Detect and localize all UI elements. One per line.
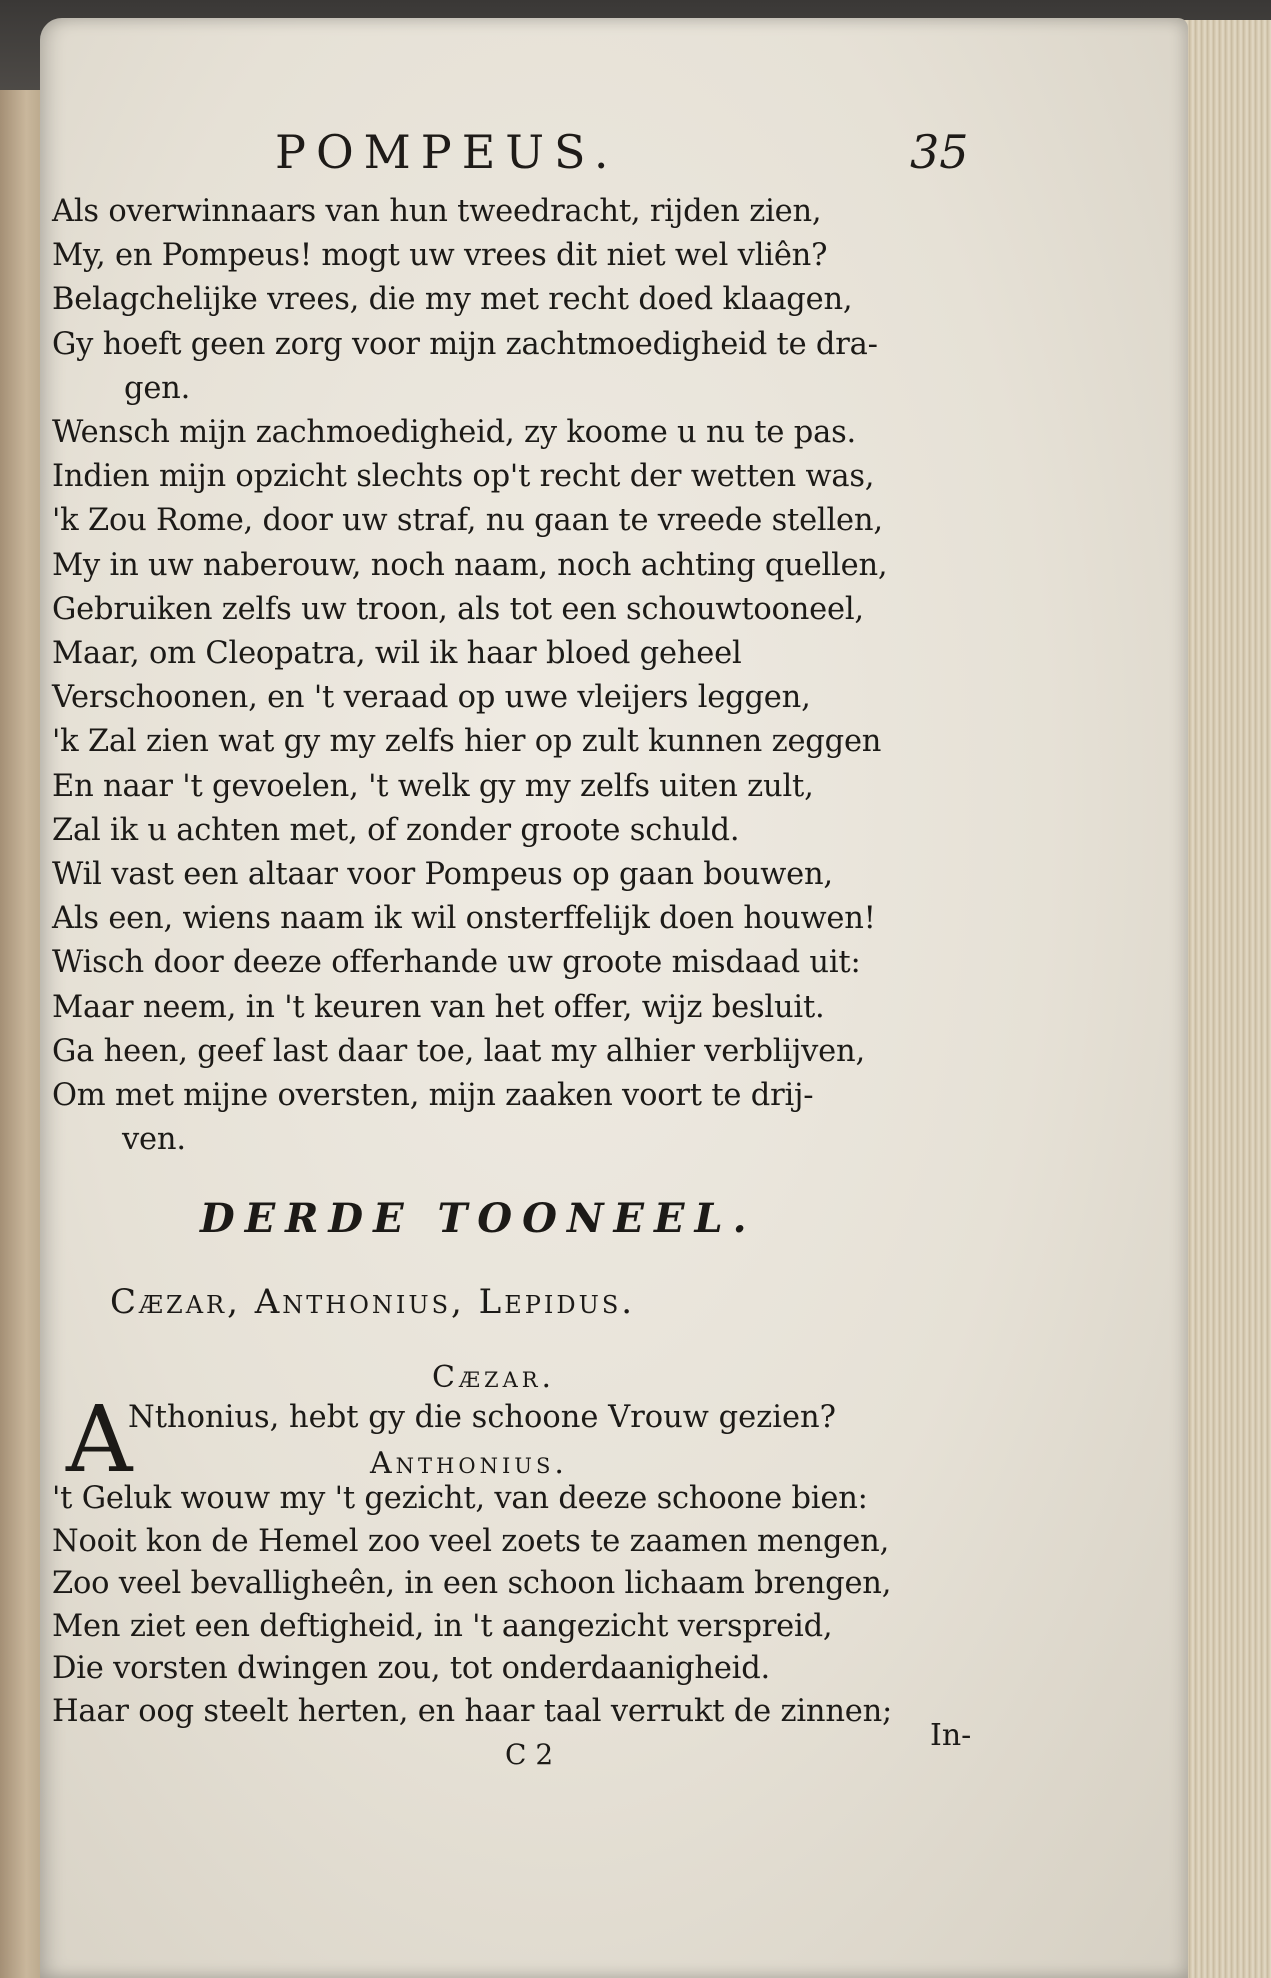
verse-line: Zal ik u achten met, of zonder groote schuld. — [52, 812, 740, 848]
verse-line: Verschoonen, en 't veraad op uwe vleijers leggen, — [52, 680, 811, 716]
verse-line: Ga heen, geef last daar toe, laat my alhier verblijven, — [52, 1033, 865, 1069]
verse-line: 'k Zou Rome, door uw straf, nu gaan te vreede stellen, — [52, 503, 883, 539]
catchword: In- — [930, 1718, 972, 1753]
verse-line-continuation: gen. — [124, 370, 191, 406]
verse-line: Als overwinnaars van hun tweedracht, rijden zien, — [52, 194, 822, 229]
verse-line: Gebruiken zelfs uw troon, als tot een schouwtooneel, — [52, 591, 864, 627]
verse-line: En naar 't gevoelen, 't welk gy my zelfs uiten zult, — [52, 768, 814, 804]
verse-line: Belagchelijke vrees, die my met recht doed klaagen, — [52, 282, 853, 318]
verse-line-continuation: ven. — [122, 1122, 186, 1158]
verse-line: Maar neem, in 't keuren van het offer, wijz besluit. — [52, 989, 825, 1025]
verse-line: Wil vast een altaar voor Pompeus op gaan bouwen, — [52, 857, 833, 893]
verse-line: Wisch door deeze offerhande uw groote misdaad uit: — [52, 945, 861, 981]
verse-line: 't Geluk wouw my 't gezicht, van deeze schoone bien: — [52, 1481, 868, 1516]
verse-line: Nthonius, hebt gy die schoone Vrouw gezien? — [128, 1400, 837, 1435]
speaker-anthonius: Anthonius. — [370, 1446, 568, 1481]
verse-line: 'k Zal zien wat gy my zelfs hier op zult kunnen zeggen — [52, 724, 882, 760]
speaker-caezar: Cæzar. — [432, 1360, 556, 1395]
verse-line: Indien mijn opzicht slechts op't recht der wetten was, — [52, 459, 875, 495]
verse-line: Haar oog steelt herten, en haar taal verrukt de zinnen; — [52, 1693, 893, 1729]
verse-line: Nooit kon de Hemel zoo veel zoets te zaamen mengen, — [52, 1523, 890, 1559]
page-number: 35 — [910, 125, 969, 179]
verse-passage-1 — [52, 190, 992, 1162]
drop-cap: A — [66, 1386, 133, 1493]
verse-line: My in uw naberouw, noch naam, noch achting quellen, — [52, 547, 888, 583]
verse-line: Als een, wiens naam ik wil onsterffelijk doen houwen! — [52, 901, 876, 937]
signature-mark: C 2 — [505, 1738, 554, 1771]
verse-line: Die vorsten dwingen zou, tot onderdaanigheid. — [52, 1651, 771, 1686]
verse-line: Zoo veel bevalligheên, in een schoon lichaam brengen, — [52, 1566, 892, 1601]
verse-line: Maar, om Cleopatra, wil ik haar bloed geheel — [52, 636, 742, 672]
verse-line: Wensch mijn zachmoedigheid, zy koome u nu te pas. — [52, 415, 857, 451]
cast-list: Cæzar, Anthonius, Lepidus. — [110, 1282, 636, 1322]
verse-passage-2 — [52, 1478, 892, 1733]
verse-line: Om met mijne oversten, mijn zaaken voort te drij- — [52, 1078, 814, 1114]
verse-line: My, en Pompeus! mogt uw vrees dit niet wel vliên? — [52, 238, 828, 274]
scene-title: DERDE TOONEEL. — [200, 1195, 757, 1242]
verse-line: Men ziet een deftigheid, in 't aangezicht verspreid, — [52, 1608, 833, 1644]
verse-line: Gy hoeft geen zorg voor mijn zachtmoedigheid te dra- — [52, 326, 878, 362]
running-head-title: POMPEUS. — [275, 125, 619, 179]
